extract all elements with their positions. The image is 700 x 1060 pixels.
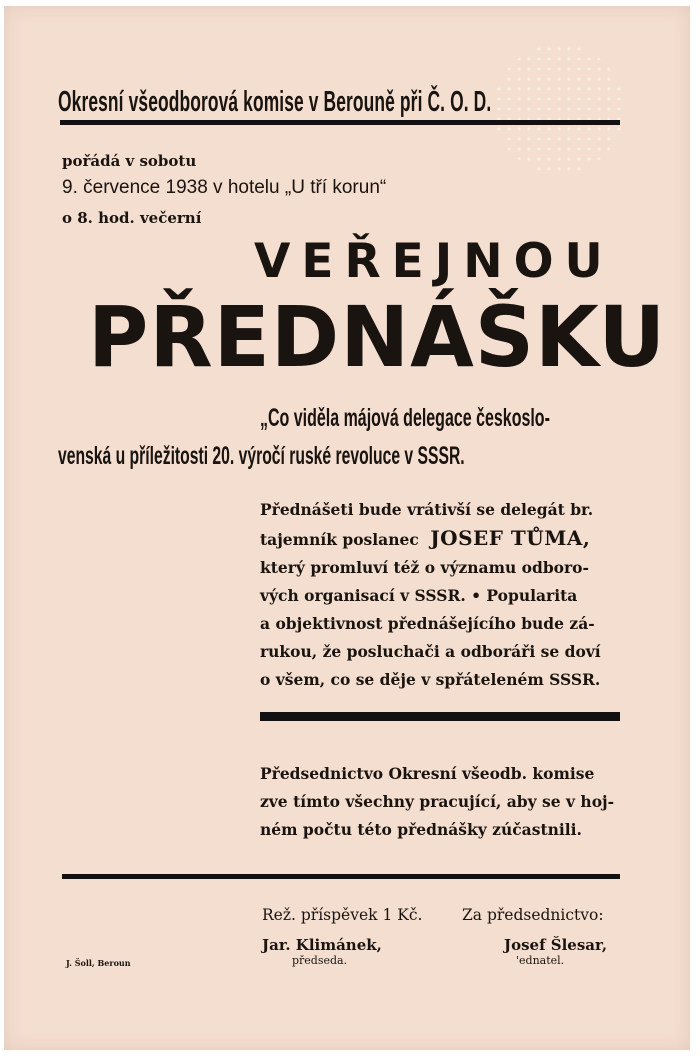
event-date-venue: 9. července 1938 v hotelu „U tří korun“ — [62, 177, 387, 198]
bottom-rule — [62, 874, 620, 879]
speaker-name: JOSEF TŮMA, — [430, 526, 591, 550]
organizer-heading: Okresní všeodborová komise v Berouně při Č. O. D. — [58, 86, 492, 118]
speaker-line-2: tajemník poslanec JOSEF TŮMA, — [260, 526, 591, 550]
signer2-role: 'ednatel. — [516, 954, 565, 967]
invitation-line-2: zve tímto všechny pracující, aby se v hoj- — [260, 792, 615, 811]
event-day: pořádá v sobotu — [62, 152, 197, 170]
topic-line-2: venská u příležitosti 20. výročí ruské revoluce v SSSR. — [58, 442, 465, 470]
speaker-line-4: vých organisací v SSSR. • Popularita — [260, 586, 578, 605]
invitation-line-1: Předsednictvo Okresní všeodb. komise — [260, 764, 595, 783]
heading-rule — [60, 120, 620, 125]
poster-sheet — [4, 6, 690, 1050]
signer2-name: Josef Šlesar, — [504, 936, 608, 954]
speaker-line-7: o všem, co se děje v spřáteleném SSSR. — [260, 670, 601, 689]
title-lecture: PŘEDNÁŠKU — [88, 288, 667, 386]
printer-imprint: J. Šoll, Beroun — [66, 958, 131, 968]
invitation-line-3: ném počtu této přednášky zúčastnili. — [260, 820, 582, 839]
title-public: VEŘEJNOU — [254, 234, 614, 289]
middle-rule — [260, 712, 620, 721]
speaker-line-3: který promluví též o významu odboro- — [260, 558, 589, 577]
admission-fee: Rež. příspěvek 1 Kč. — [262, 906, 423, 924]
signer1-name: Jar. Klimánek, — [262, 936, 382, 954]
topic-line-1: „Co viděla májová delegace českoslo- — [260, 404, 550, 432]
speaker-line-5: a objektivnost přednášejícího bude zá- — [260, 614, 595, 633]
invitation-paragraph — [260, 760, 614, 844]
speaker-line-6: rukou, že posluchači a odboráři se doví — [260, 642, 601, 661]
signer1-role: předseda. — [292, 954, 348, 967]
event-time: o 8. hod. večerní — [62, 209, 202, 227]
speaker-line-1: Přednášeti bude vrátivší se delegát br. — [260, 500, 594, 519]
for-board: Za předsednictvo: — [462, 906, 604, 924]
perforation-stamp — [494, 44, 624, 174]
speaker-paragraph — [260, 496, 601, 694]
